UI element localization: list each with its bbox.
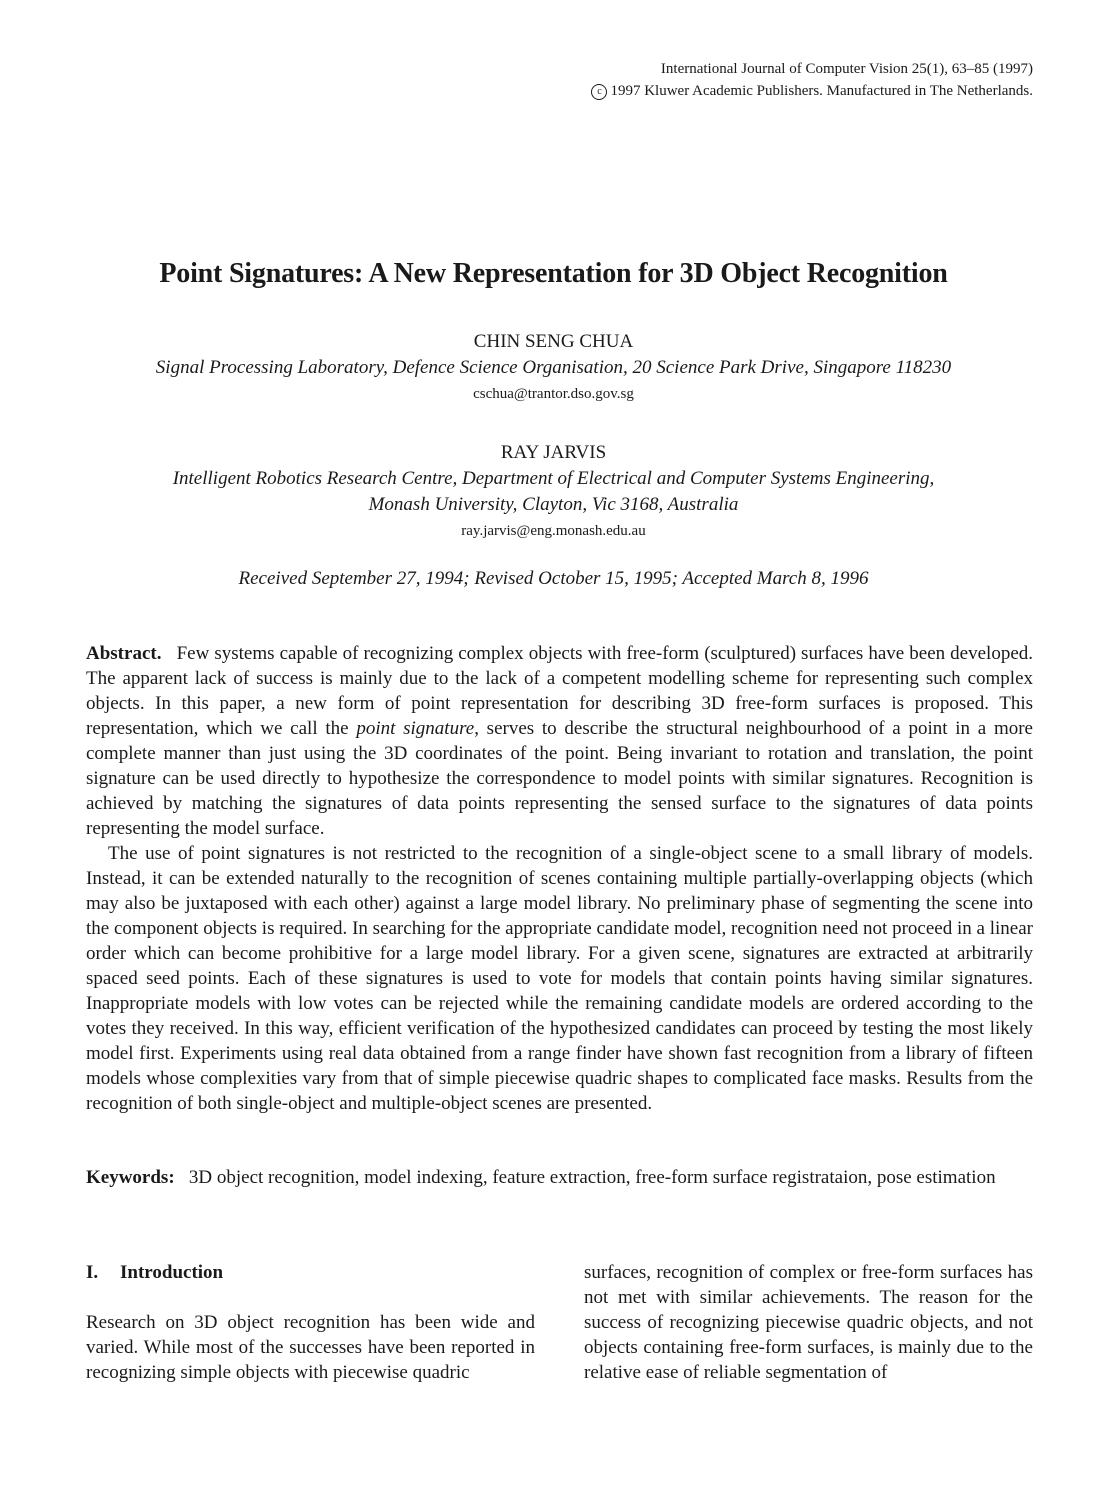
author-name: CHIN SENG CHUA [473,331,634,352]
abstract-term: point signature [356,718,475,739]
author-affiliation-line1: Intelligent Robotics Research Centre, Department of Electrical and Computer Systems Engineering, [172,468,935,489]
author-name: RAY JARVIS [500,442,607,463]
right-column [584,1260,1033,1385]
intro-paragraph-left: Research on 3D object recognition has been wide and varied. While most of the successes have been reported in recognizing simple objects with piecewise quadric [86,1312,535,1383]
abstract-label: Abstract. [86,643,162,664]
author-block-1 [0,329,1107,407]
abstract-paragraph-1 [86,641,1033,841]
intro-paragraph-right: surfaces, recognition of complex or free-form surfaces has not met with similar achievements. The reason for the success of recognizing piecewise quadric objects, and not objects containing free-form surfaces, is mainly due to the relative ease of reliable segmentation of [584,1262,1033,1383]
keywords-text: 3D object recognition, model indexing, feature extraction, free-form surface registrataion, pose estimation [188,1167,996,1188]
abstract [86,641,1033,1116]
keywords [86,1165,1033,1190]
journal-header [591,58,1033,102]
section-title: Introduction [120,1262,224,1283]
copyright-icon: c [591,84,607,100]
submission-dates: Received September 27, 1994; Revised October 15, 1995; Accepted March 8, 1996 [238,568,869,589]
left-column [86,1260,535,1385]
author-block-2 [0,440,1107,544]
section-heading [86,1260,535,1285]
author-email[interactable]: cschua@trantor.dso.gov.sg [473,386,634,402]
copyright-text: 1997 Kluwer Academic Publishers. Manufactured in The Netherlands. [610,83,1033,99]
paper-title: Point Signatures: A New Representation for 3D Object Recognition [159,258,948,289]
section-number: I. [86,1262,99,1283]
abstract-paragraph-2: The use of point signatures is not restricted to the recognition of a single-object scene to a small library of models. Instead, it can be extended naturally to the recognition of scenes containing multiple partially-overlapping objects (which may also be juxtaposed with each other) against a large model library. No preliminary phase of segmenting the scene into the component objects is required. In searching for the appropriate candidate model, recognition need not proceed in a linear order which can become prohibitive for a large model library. For a given scene, signatures are extracted at arbitrarily spaced seed points. Each of these signatures is used to vote for models that contain points having similar signatures. Inappropriate models with low votes can be rejected while the remaining candidate models are ordered according to the votes they received. In this way, efficient verification of the hypothesized candidates can proceed by testing the most likely model first. Experiments using real data obtained from a range finder have shown fast recognition from a library of fifteen models whose complexities vary from that of simple piecewise quadric shapes to complicated face masks. Results from the recognition of both single-object and multiple-object scenes are presented. [86,843,1033,1114]
abstract-text-end: , serves to describe the structural neighbourhood of a point in a more complete manner than just using the 3D coordinates of the point. Being invariant to rotation and translation, the point signature can be used directly to hypothesize the correspondence to model points with similar signatures. Recognition is achieved by matching the signatures of data points representing the sensed surface to the signatures of data points representing the model surface. [86,718,1033,839]
journal-citation: International Journal of Computer Vision 25(1), 63–85 (1997) [660,61,1033,77]
keywords-label: Keywords: [86,1167,175,1188]
author-email[interactable]: ray.jarvis@eng.monash.edu.au [461,523,646,539]
copyright-line [591,80,1033,102]
abstract-text-start: Few systems capable of recognizing complex objects with free-form (sculptured) surfaces have been developed. The apparent lack of success is mainly due to the lack of a competent modelling scheme for representing such complex objects. In this paper, a new form of point representation for describing 3D free-form surfaces is proposed. This representation, which we call the [86,643,1033,739]
author-affiliation-line2: Monash University, Clayton, Vic 3168, Australia [368,494,739,515]
author-affiliation: Signal Processing Laboratory, Defence Science Organisation, 20 Science Park Drive, Singapore 118230 [155,357,952,378]
